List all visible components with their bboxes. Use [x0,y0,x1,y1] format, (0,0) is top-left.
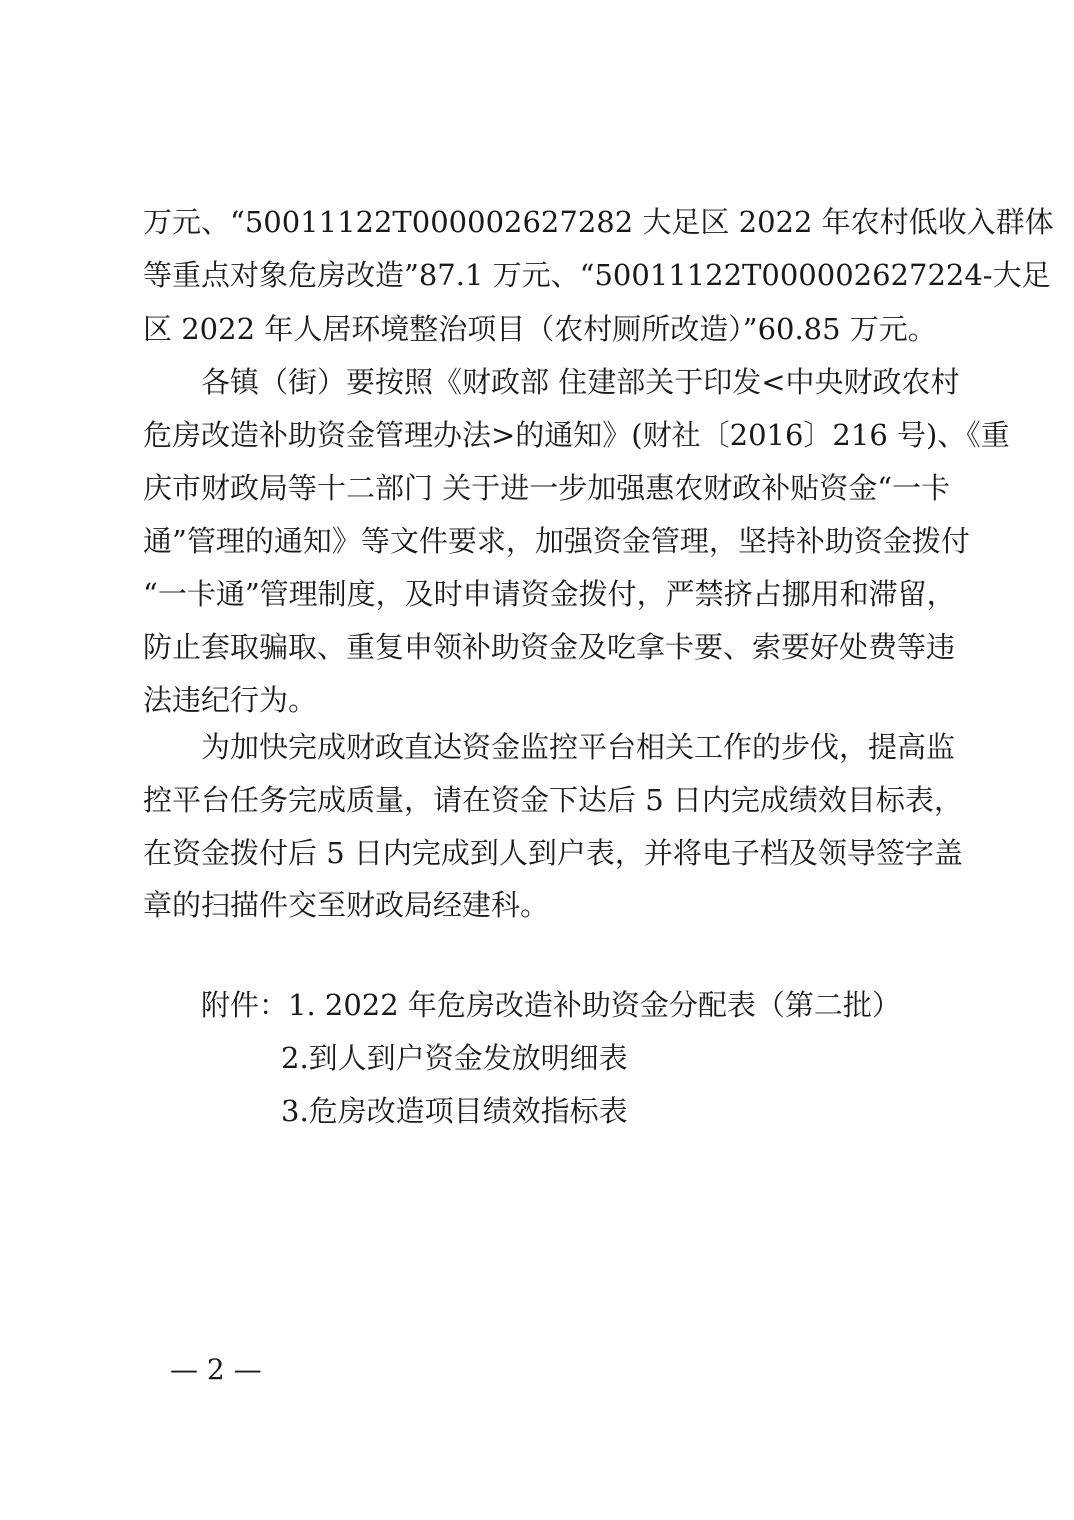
text-line: 在资金拨付后 5 日内完成到人到户表，并将电子档及领导签字盖 [143,836,963,870]
attachment-item: 1. 2022 年危房改造补助资金分配表（第二批） [288,988,901,1022]
text-line: 法违纪行为。 [143,683,318,717]
text-line: 区 2022 年人居环境整治项目（农村厕所改造）”60.85 万元。 [143,312,937,346]
text-line: 为加快完成财政直达资金监控平台相关工作的步伐，提高监 [201,730,956,764]
page-number: — 2 — [170,1353,262,1386]
text-line: 等重点对象危房改造”87.1 万元、“50011122T000002627224-大足 [143,258,1051,292]
text-line: 控平台任务完成质量，请在资金下达后 5 日内完成绩效目标表， [143,783,963,817]
text-line: 通”管理的通知》等文件要求，加强资金管理，坚持补助资金拨付 [143,524,970,558]
text-line: 庆市财政局等十二部门 关于进一步加强惠农财政补贴资金“一卡 [143,471,951,505]
attachment-item: 3.危房改造项目绩效指标表 [281,1094,628,1128]
text-line: 危房改造补助资金管理办法>的通知》(财社〔2016〕216 号)、《重 [143,418,1010,452]
attachments-label: 附件： [201,988,289,1022]
attachment-item: 2.到人到户资金发放明细表 [281,1041,628,1075]
text-line: 章的扫描件交至财政局经建科。 [143,888,550,922]
text-line: 万元、“50011122T000002627282 大足区 2022 年农村低收入群体 [143,205,1054,239]
text-line: “一卡通”管理制度，及时申请资金拨付，严禁挤占挪用和滞留， [143,577,956,611]
text-line: 各镇（街）要按照《财政部 住建部关于印发<中央财政农村 [201,365,960,399]
text-line: 防止套取骗取、重复申领补助资金及吃拿卡要、索要好处费等违 [143,630,956,664]
